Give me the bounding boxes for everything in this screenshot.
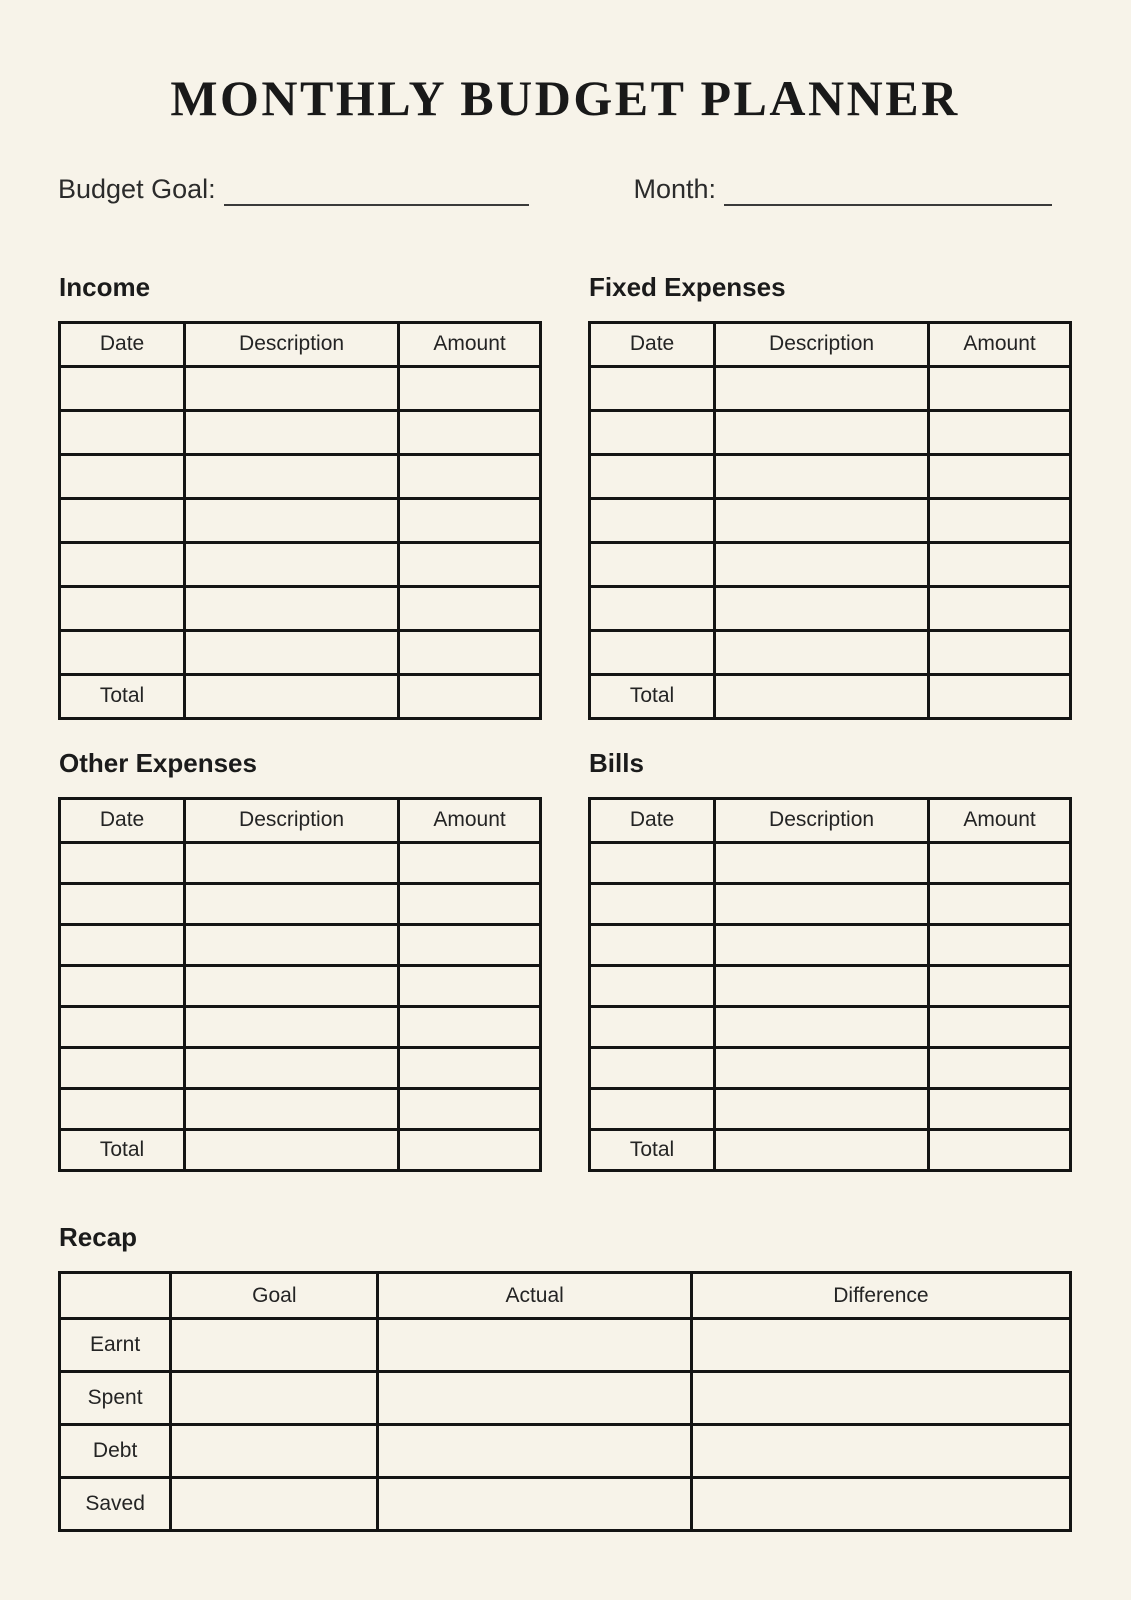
income-col-description: Description bbox=[185, 322, 399, 366]
empty-cell[interactable] bbox=[929, 1047, 1071, 1088]
empty-cell[interactable] bbox=[590, 586, 715, 630]
recap-section bbox=[58, 1222, 1072, 1532]
empty-cell[interactable] bbox=[185, 630, 399, 674]
empty-cell[interactable] bbox=[60, 924, 185, 965]
fixed-expenses-empty-row bbox=[590, 586, 1071, 630]
bills-total-amount-cell[interactable] bbox=[929, 1129, 1071, 1170]
empty-cell[interactable] bbox=[929, 542, 1071, 586]
empty-cell[interactable] bbox=[399, 498, 541, 542]
other-expenses-total-description-cell[interactable] bbox=[185, 1129, 399, 1170]
income-header-row bbox=[60, 322, 541, 366]
bills-total-description-cell[interactable] bbox=[715, 1129, 929, 1170]
bills-col-date: Date bbox=[590, 798, 715, 842]
empty-cell[interactable] bbox=[929, 410, 1071, 454]
empty-cell[interactable] bbox=[715, 965, 929, 1006]
bills-empty-row bbox=[590, 965, 1071, 1006]
recap-spent-goal-cell[interactable] bbox=[171, 1372, 378, 1425]
empty-cell[interactable] bbox=[590, 1006, 715, 1047]
empty-cell[interactable] bbox=[590, 366, 715, 410]
income-empty-row bbox=[60, 410, 541, 454]
empty-cell[interactable] bbox=[60, 842, 185, 883]
empty-cell[interactable] bbox=[715, 498, 929, 542]
other-expenses-empty-row bbox=[60, 1088, 541, 1129]
other-expenses-empty-row bbox=[60, 1006, 541, 1047]
empty-cell[interactable] bbox=[399, 542, 541, 586]
bills-col-amount: Amount bbox=[929, 798, 1071, 842]
empty-cell[interactable] bbox=[60, 1088, 185, 1129]
month-input-line[interactable] bbox=[724, 172, 1052, 206]
empty-cell[interactable] bbox=[590, 542, 715, 586]
empty-cell[interactable] bbox=[929, 883, 1071, 924]
other-expenses-heading: Other Expenses bbox=[59, 747, 257, 778]
bills-table bbox=[588, 797, 1072, 1172]
recap-row-spent bbox=[60, 1372, 1071, 1425]
empty-cell[interactable] bbox=[929, 586, 1071, 630]
bills-empty-row bbox=[590, 883, 1071, 924]
other-expenses-section bbox=[58, 748, 542, 1172]
empty-cell[interactable] bbox=[715, 842, 929, 883]
budget-goal-field bbox=[58, 172, 529, 206]
budget-goal-label: Budget Goal: bbox=[58, 173, 216, 204]
empty-cell[interactable] bbox=[929, 842, 1071, 883]
fixed-expenses-table bbox=[588, 321, 1072, 720]
empty-cell[interactable] bbox=[590, 410, 715, 454]
income-col-amount: Amount bbox=[399, 322, 541, 366]
empty-cell[interactable] bbox=[399, 1047, 541, 1088]
income-table-container bbox=[58, 321, 542, 720]
recap-earnt-goal-cell[interactable] bbox=[171, 1319, 378, 1372]
recap-debt-actual-cell[interactable] bbox=[378, 1425, 691, 1478]
bills-col-description: Description bbox=[715, 798, 929, 842]
empty-cell[interactable] bbox=[929, 630, 1071, 674]
other-expenses-header-row bbox=[60, 798, 541, 842]
empty-cell[interactable] bbox=[60, 454, 185, 498]
other-expenses-col-date: Date bbox=[60, 798, 185, 842]
fixed-expenses-col-description: Description bbox=[715, 322, 929, 366]
fixed-expenses-col-date: Date bbox=[590, 322, 715, 366]
fixed-expenses-total-description-cell[interactable] bbox=[715, 674, 929, 718]
fixed-expenses-table-container bbox=[588, 321, 1072, 720]
fixed-expenses-total-row bbox=[590, 674, 1071, 718]
empty-cell[interactable] bbox=[399, 586, 541, 630]
empty-cell[interactable] bbox=[185, 1006, 399, 1047]
empty-cell[interactable] bbox=[399, 1006, 541, 1047]
empty-cell[interactable] bbox=[399, 454, 541, 498]
income-col-date: Date bbox=[60, 322, 185, 366]
bills-table-container bbox=[588, 797, 1072, 1172]
fixed-expenses-total-amount-cell[interactable] bbox=[929, 674, 1071, 718]
income-empty-row bbox=[60, 454, 541, 498]
income-empty-row bbox=[60, 542, 541, 586]
bills-empty-row bbox=[590, 842, 1071, 883]
empty-cell[interactable] bbox=[590, 1047, 715, 1088]
empty-cell[interactable] bbox=[60, 366, 185, 410]
fixed-expenses-header-row bbox=[590, 322, 1071, 366]
empty-cell[interactable] bbox=[590, 842, 715, 883]
other-expenses-col-description: Description bbox=[185, 798, 399, 842]
empty-cell[interactable] bbox=[929, 1088, 1071, 1129]
empty-cell[interactable] bbox=[60, 410, 185, 454]
recap-debt-difference-cell[interactable] bbox=[691, 1425, 1070, 1478]
page-title: MONTHLY BUDGET PLANNER bbox=[170, 70, 960, 126]
fixed-expenses-heading: Fixed Expenses bbox=[589, 271, 786, 302]
recap-saved-goal-cell[interactable] bbox=[171, 1478, 378, 1531]
empty-cell[interactable] bbox=[715, 924, 929, 965]
empty-cell[interactable] bbox=[929, 1006, 1071, 1047]
recap-col-actual: Actual bbox=[378, 1273, 691, 1319]
income-total-description-cell[interactable] bbox=[185, 674, 399, 718]
empty-cell[interactable] bbox=[185, 842, 399, 883]
other-expenses-empty-row bbox=[60, 965, 541, 1006]
recap-col-difference: Difference bbox=[691, 1273, 1070, 1319]
other-expenses-col-amount: Amount bbox=[399, 798, 541, 842]
empty-cell[interactable] bbox=[60, 883, 185, 924]
empty-cell[interactable] bbox=[399, 883, 541, 924]
recap-row-label-spent: Spent bbox=[60, 1372, 171, 1425]
empty-cell[interactable] bbox=[715, 1088, 929, 1129]
empty-cell[interactable] bbox=[590, 498, 715, 542]
empty-cell[interactable] bbox=[929, 366, 1071, 410]
ledger-grid bbox=[58, 272, 1072, 1172]
fixed-expenses-section bbox=[588, 272, 1072, 720]
other-expenses-empty-row bbox=[60, 1047, 541, 1088]
empty-cell[interactable] bbox=[929, 498, 1071, 542]
empty-cell[interactable] bbox=[399, 410, 541, 454]
empty-cell[interactable] bbox=[715, 454, 929, 498]
recap-spent-difference-cell[interactable] bbox=[691, 1372, 1070, 1425]
empty-cell[interactable] bbox=[715, 883, 929, 924]
empty-cell[interactable] bbox=[60, 542, 185, 586]
empty-cell[interactable] bbox=[185, 1047, 399, 1088]
empty-cell[interactable] bbox=[399, 630, 541, 674]
bills-total-row bbox=[590, 1129, 1071, 1170]
empty-cell[interactable] bbox=[185, 498, 399, 542]
other-expenses-empty-row bbox=[60, 883, 541, 924]
recap-col-goal: Goal bbox=[171, 1273, 378, 1319]
empty-cell[interactable] bbox=[60, 1047, 185, 1088]
bills-empty-row bbox=[590, 1006, 1071, 1047]
income-total-label: Total bbox=[60, 674, 185, 718]
recap-row-label-earnt: Earnt bbox=[60, 1319, 171, 1372]
fixed-expenses-empty-row bbox=[590, 498, 1071, 542]
empty-cell[interactable] bbox=[185, 586, 399, 630]
empty-cell[interactable] bbox=[715, 1006, 929, 1047]
fixed-expenses-total-label: Total bbox=[590, 674, 715, 718]
empty-cell[interactable] bbox=[185, 924, 399, 965]
empty-cell[interactable] bbox=[185, 454, 399, 498]
empty-cell[interactable] bbox=[590, 630, 715, 674]
bills-heading: Bills bbox=[589, 747, 644, 778]
income-empty-row bbox=[60, 630, 541, 674]
recap-heading: Recap bbox=[59, 1221, 138, 1252]
empty-cell[interactable] bbox=[715, 586, 929, 630]
empty-cell[interactable] bbox=[715, 542, 929, 586]
recap-spent-actual-cell[interactable] bbox=[378, 1372, 691, 1425]
empty-cell[interactable] bbox=[60, 1006, 185, 1047]
other-expenses-table bbox=[58, 797, 542, 1172]
income-empty-row bbox=[60, 586, 541, 630]
other-expenses-total-label: Total bbox=[60, 1129, 185, 1170]
other-expenses-table-container bbox=[58, 797, 542, 1172]
fixed-expenses-empty-row bbox=[590, 454, 1071, 498]
recap-row-saved bbox=[60, 1478, 1071, 1531]
empty-cell[interactable] bbox=[60, 586, 185, 630]
recap-header-row bbox=[60, 1273, 1071, 1319]
empty-cell[interactable] bbox=[590, 965, 715, 1006]
recap-saved-difference-cell[interactable] bbox=[691, 1478, 1070, 1531]
income-section bbox=[58, 272, 542, 720]
empty-cell[interactable] bbox=[715, 1047, 929, 1088]
empty-cell[interactable] bbox=[185, 883, 399, 924]
empty-cell[interactable] bbox=[399, 965, 541, 1006]
header-fields-row bbox=[58, 172, 1072, 206]
bills-section bbox=[588, 748, 1072, 1172]
empty-cell[interactable] bbox=[590, 924, 715, 965]
recap-table bbox=[58, 1271, 1072, 1532]
empty-cell[interactable] bbox=[185, 1088, 399, 1129]
fixed-expenses-empty-row bbox=[590, 366, 1071, 410]
other-expenses-empty-row bbox=[60, 842, 541, 883]
income-empty-row bbox=[60, 366, 541, 410]
fixed-expenses-empty-row bbox=[590, 630, 1071, 674]
empty-cell[interactable] bbox=[185, 542, 399, 586]
empty-cell[interactable] bbox=[60, 498, 185, 542]
empty-cell[interactable] bbox=[590, 454, 715, 498]
empty-cell[interactable] bbox=[399, 924, 541, 965]
bills-total-label: Total bbox=[590, 1129, 715, 1170]
recap-corner-cell bbox=[60, 1273, 171, 1319]
recap-earnt-difference-cell[interactable] bbox=[691, 1319, 1070, 1372]
empty-cell[interactable] bbox=[715, 366, 929, 410]
month-field bbox=[633, 172, 1052, 206]
empty-cell[interactable] bbox=[715, 410, 929, 454]
empty-cell[interactable] bbox=[60, 630, 185, 674]
recap-row-earnt bbox=[60, 1319, 1071, 1372]
month-label: Month: bbox=[633, 173, 716, 204]
recap-row-label-saved: Saved bbox=[60, 1478, 171, 1531]
bills-empty-row bbox=[590, 1088, 1071, 1129]
recap-debt-goal-cell[interactable] bbox=[171, 1425, 378, 1478]
income-heading: Income bbox=[59, 271, 151, 302]
empty-cell[interactable] bbox=[929, 454, 1071, 498]
other-expenses-empty-row bbox=[60, 924, 541, 965]
recap-earnt-actual-cell[interactable] bbox=[378, 1319, 691, 1372]
fixed-expenses-col-amount: Amount bbox=[929, 322, 1071, 366]
empty-cell[interactable] bbox=[399, 1088, 541, 1129]
fixed-expenses-empty-row bbox=[590, 410, 1071, 454]
recap-row-label-debt: Debt bbox=[60, 1425, 171, 1478]
empty-cell[interactable] bbox=[590, 1088, 715, 1129]
income-table bbox=[58, 321, 542, 720]
recap-row-debt bbox=[60, 1425, 1071, 1478]
income-empty-row bbox=[60, 498, 541, 542]
empty-cell[interactable] bbox=[185, 366, 399, 410]
empty-cell[interactable] bbox=[399, 842, 541, 883]
budget-goal-input-line[interactable] bbox=[224, 172, 529, 206]
bills-empty-row bbox=[590, 924, 1071, 965]
empty-cell[interactable] bbox=[185, 410, 399, 454]
income-total-amount-cell[interactable] bbox=[399, 674, 541, 718]
empty-cell[interactable] bbox=[929, 924, 1071, 965]
empty-cell[interactable] bbox=[399, 366, 541, 410]
bills-header-row bbox=[590, 798, 1071, 842]
empty-cell[interactable] bbox=[185, 965, 399, 1006]
recap-table-container bbox=[58, 1271, 1072, 1532]
other-expenses-total-row bbox=[60, 1129, 541, 1170]
recap-saved-actual-cell[interactable] bbox=[378, 1478, 691, 1531]
bills-empty-row bbox=[590, 1047, 1071, 1088]
empty-cell[interactable] bbox=[715, 630, 929, 674]
other-expenses-total-amount-cell[interactable] bbox=[399, 1129, 541, 1170]
empty-cell[interactable] bbox=[590, 883, 715, 924]
fixed-expenses-empty-row bbox=[590, 542, 1071, 586]
income-total-row bbox=[60, 674, 541, 718]
empty-cell[interactable] bbox=[60, 965, 185, 1006]
empty-cell[interactable] bbox=[929, 965, 1071, 1006]
